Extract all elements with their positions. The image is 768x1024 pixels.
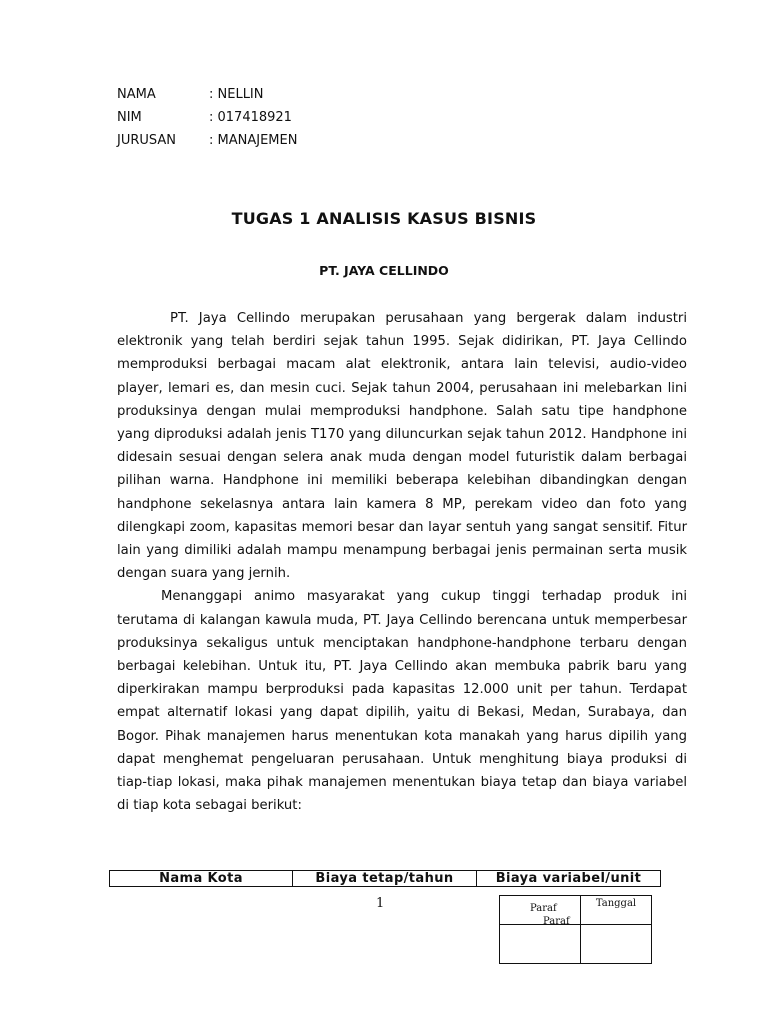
nim-label: NIM — [117, 110, 142, 125]
paraf-header — [500, 896, 581, 925]
paraf-cell — [500, 925, 581, 963]
paragraph-1: PT. Jaya Cellindo merupakan perusahaan yang bergerak dalam industri elektronik yang telah berdiri sejak tahun 1995. Sejak didirikan, PT. Jaya Cellindo memproduksi berbagai macam alat elektronik, antara lain televisi, audio-video player, lemari es, dan mesin cuci. Sejak tahun 2004, perusahaan ini melebarkan lini produksinya dengan mulai memproduksi handphone. Salah satu tipe handphone yang diproduksi adalah jenis T170 yang diluncurkan sejak tahun 2012. Handphone ini didesain sesuai dengan selera anak muda dengan model futuristik dalam berbagai pilihan warna. Handphone ini memiliki beberapa kelebihan dibandingkan dengan handphone sekelasnya antara lain kamera 8 MP, perekam video dan foto yang dilengkapi zoom, kapasitas memori besar dan layar sentuh yang sangat sensitif. Fitur lain yang dimiliki adalah mampu menampung berbagai jenis permainan serta musik dengan suara yang jernih. — [117, 311, 687, 582]
paraf-label-1: Paraf — [530, 903, 557, 914]
paraf-label-2: Paraf — [543, 916, 570, 927]
page-number: 1 — [376, 896, 385, 911]
company-subtitle: PT. JAYA CELLINDO — [319, 263, 449, 278]
column-header-fixed-cost: Biaya tetap/tahun — [293, 871, 477, 886]
major-label: JURUSAN — [117, 133, 177, 148]
tanggal-cell — [581, 925, 651, 963]
name-label: NAMA — [117, 87, 156, 102]
paragraph-2: Menanggapi animo masyarakat yang cukup tinggi terhadap produk ini terutama di kalangan kawula muda, PT. Jaya Cellindo berencana untuk memperbesar produksinya sekaligus untuk menciptakan handphone-handphone terbaru dengan berbagai kelebihan. Untuk itu, PT. Jaya Cellindo akan membuka pabrik baru yang diperkirakan mampu berproduksi pada kapasitas 12.000 unit per tahun. Terdapat empat alternatif lokasi yang dapat dipilih, yaitu di Bekasi, Medan, Surabaya, dan Bogor. Pihak manajemen harus menentukan kota manakah yang harus dipilih yang dapat menghemat pengeluaran perusahaan. Untuk menghitung biaya produksi di tiap-tiap lokasi, maka pihak manajemen menentukan biaya tetap dan biaya variabel di tiap kota sebagai berikut: — [117, 589, 687, 814]
column-header-variable-cost: Biaya variabel/unit — [495, 871, 642, 886]
student-name-row — [117, 86, 417, 109]
document-title: TUGAS 1 ANALISIS KASUS BISNIS — [231, 209, 537, 228]
column-header-city: Nama Kota — [110, 871, 293, 886]
cost-table-header — [109, 870, 661, 887]
student-id-row — [117, 109, 417, 132]
case-body — [117, 307, 687, 817]
nim-value: : 017418921 — [209, 110, 292, 125]
name-value: : NELLIN — [209, 87, 264, 102]
major-value: : MANAJEMEN — [209, 133, 298, 148]
major-row — [117, 132, 417, 155]
tanggal-header: Tanggal — [581, 896, 651, 925]
signature-box — [499, 895, 652, 964]
student-info — [117, 86, 417, 155]
